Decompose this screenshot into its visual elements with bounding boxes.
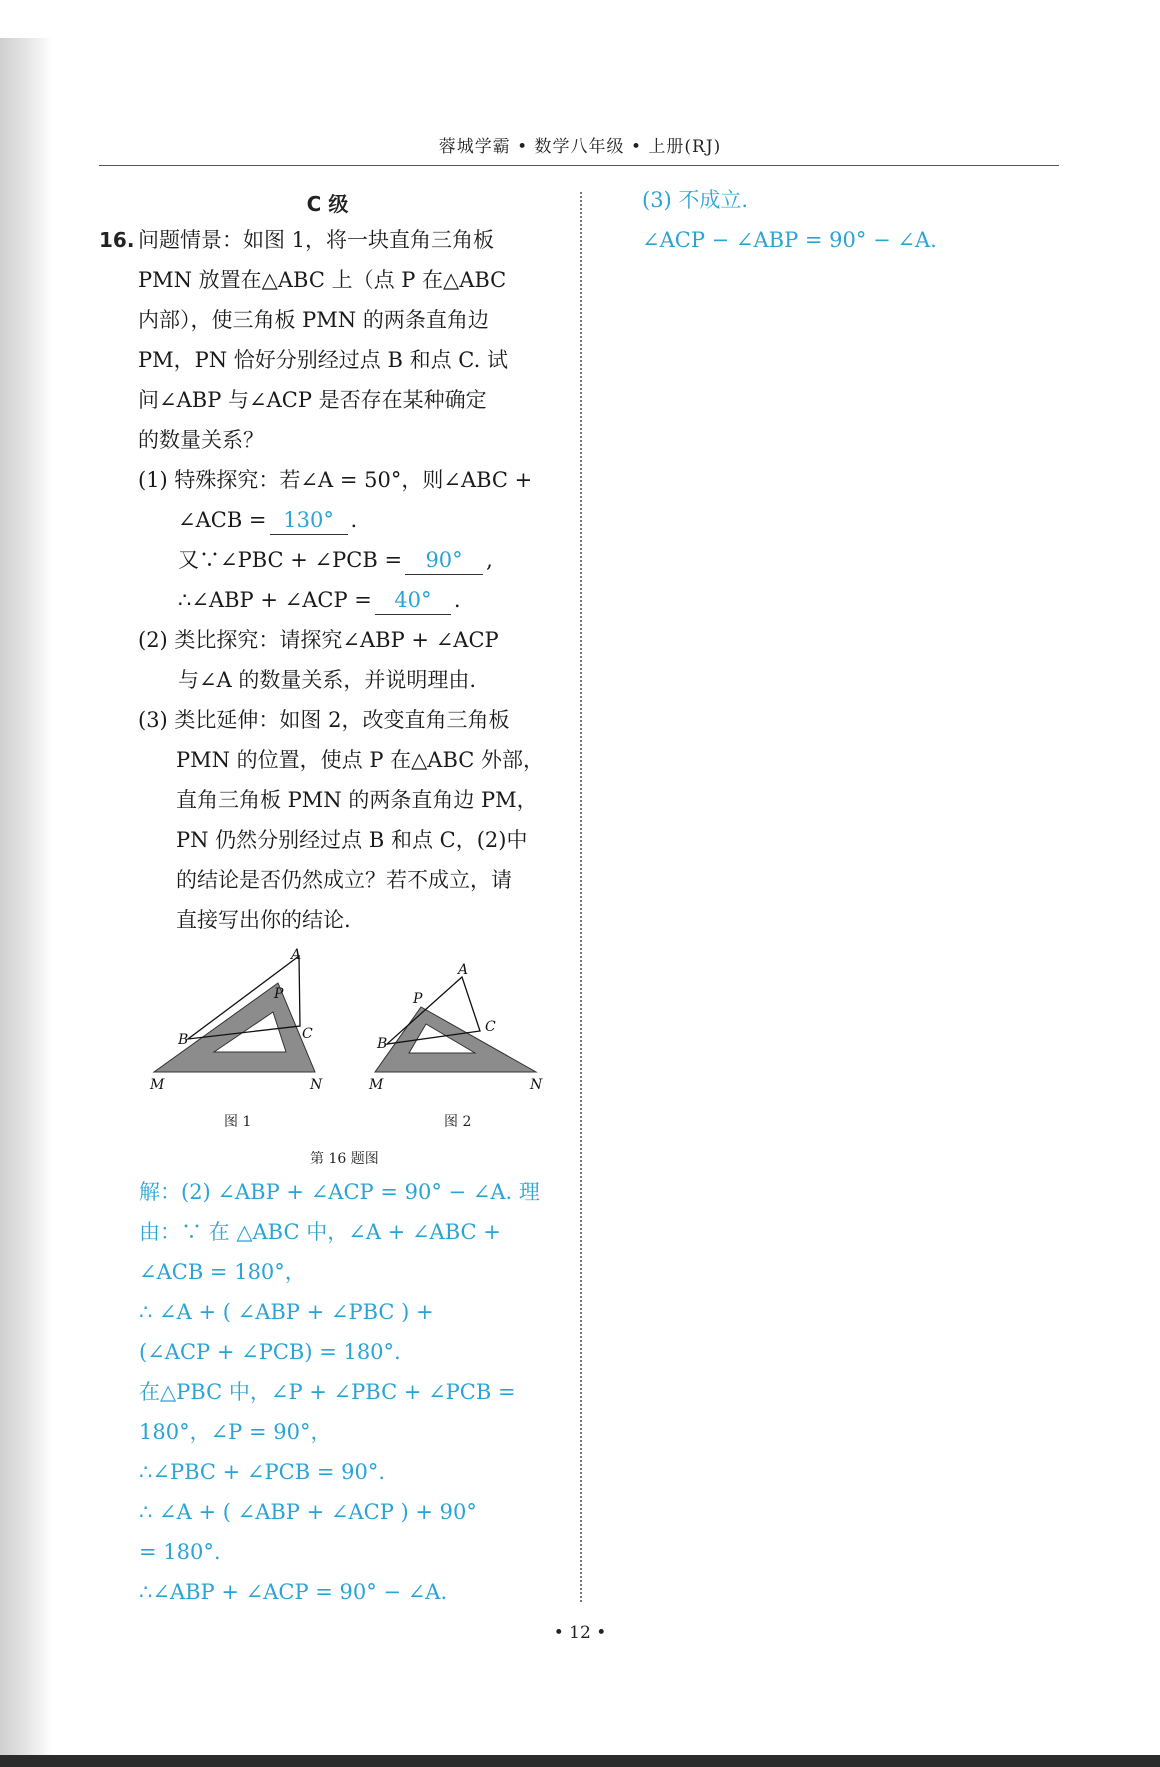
solution-line: ∠ACB = 180°， xyxy=(139,1260,306,1284)
solution-line: ∴∠PBC + ∠PCB = 90°. xyxy=(139,1460,385,1484)
stem-line: 问∠ABP 与∠ACP 是否存在某种确定 xyxy=(138,388,487,412)
solution-line: 解：(2) ∠ABP + ∠ACP = 90° − ∠A. 理 xyxy=(139,1180,540,1204)
solution-line: 180°，∠P = 90°， xyxy=(139,1420,332,1444)
part1-line xyxy=(178,546,493,575)
label-C: C xyxy=(485,1019,496,1035)
part1-prefix: ∴∠ABP + ∠ACP = xyxy=(178,588,372,612)
label-N: N xyxy=(530,1077,543,1093)
answer-blank: 40° xyxy=(375,586,451,615)
figure-group-caption: 第 16 题图 xyxy=(310,1151,379,1167)
figure-2 xyxy=(368,962,543,1093)
top-margin xyxy=(0,0,1160,38)
figure-1-caption: 图 1 xyxy=(224,1114,252,1130)
part1-prefix: 又∵∠PBC + ∠PCB = xyxy=(178,548,403,572)
solution-line: (∠ACP + ∠PCB) = 180°. xyxy=(139,1340,401,1364)
label-P: P xyxy=(413,991,423,1007)
figure-1 xyxy=(149,947,323,1093)
solution-line: ∴ ∠A + ( ∠ABP + ∠ACP ) + 90° xyxy=(139,1500,477,1524)
stem-line: 的数量关系？ xyxy=(138,428,264,452)
part3-line: 直角三角板 PMN 的两条直角边 PM， xyxy=(176,788,538,812)
solution-line: = 180°. xyxy=(139,1540,221,1564)
level-heading: C 级 xyxy=(306,192,349,216)
label-B: B xyxy=(178,1032,189,1048)
label-P: P xyxy=(274,986,284,1002)
part3-line: (3) 类比延伸：如图 2，改变直角三角板 xyxy=(138,708,510,732)
part3-line: PMN 的位置，使点 P 在△ABC 外部， xyxy=(176,748,545,772)
part1-line xyxy=(178,506,357,535)
part2-line: 与∠A 的数量关系，并说明理由. xyxy=(178,668,477,692)
stem-line: PMN 放置在△ABC 上（点 P 在△ABC xyxy=(138,268,507,292)
label-B: B xyxy=(377,1036,388,1052)
part3-line: 的结论是否仍然成立？若不成立，请 xyxy=(176,868,512,892)
right-answer-line: ∠ACP − ∠ABP = 90° − ∠A. xyxy=(642,228,937,252)
answer-blank: 90° xyxy=(405,546,483,575)
label-C: C xyxy=(302,1026,313,1042)
part1-prefix: ∠ACB = xyxy=(178,508,267,532)
column-divider xyxy=(580,192,582,1602)
part1-line xyxy=(178,586,461,615)
figure-2-caption: 图 2 xyxy=(444,1114,472,1130)
figure-16 xyxy=(140,940,560,1100)
part1-suffix: . xyxy=(453,588,461,612)
label-A: A xyxy=(458,962,469,978)
solution-line: 在△PBC 中，∠P + ∠PBC + ∠PCB = xyxy=(139,1380,516,1404)
stem-line: PM，PN 恰好分别经过点 B 和点 C. 试 xyxy=(138,348,508,372)
part3-line: 直接写出你的结论. xyxy=(176,908,351,932)
solution-line: ∴∠ABP + ∠ACP = 90° − ∠A. xyxy=(139,1580,448,1604)
label-A: A xyxy=(291,947,302,963)
stem-line: 问题情景：如图 1，将一块直角三角板 xyxy=(138,228,495,252)
page-number: • 12 • xyxy=(553,1623,607,1643)
answer-blank: 130° xyxy=(270,506,348,535)
running-header: 蓉城学霸 • 数学八年级 • 上册(RJ) xyxy=(438,137,722,157)
set-square-2 xyxy=(375,1007,536,1072)
label-N: N xyxy=(310,1077,323,1093)
question-number: 16. xyxy=(99,228,135,252)
solution-line: 由：∵ 在 △ABC 中，∠A + ∠ABC + xyxy=(139,1220,501,1244)
part3-line: PN 仍然分别经过点 B 和点 C，(2)中 xyxy=(176,828,528,852)
scan-edge-shadow xyxy=(0,0,52,1767)
part1-suffix: . xyxy=(350,508,358,532)
header-rule xyxy=(99,165,1059,166)
part2-line: (2) 类比探究：请探究∠ABP + ∠ACP xyxy=(138,628,499,652)
solution-line: ∴ ∠A + ( ∠ABP + ∠PBC ) + xyxy=(139,1300,434,1324)
part1-suffix: , xyxy=(486,548,493,572)
bottom-border xyxy=(0,1755,1160,1767)
label-M: M xyxy=(150,1077,165,1093)
right-answer-line: (3) 不成立. xyxy=(642,188,749,212)
label-M: M xyxy=(369,1077,384,1093)
part1-line: (1) 特殊探究：若∠A = 50°，则∠ABC + xyxy=(138,468,533,492)
stem-line: 内部），使三角板 PMN 的两条直角边 xyxy=(138,308,489,332)
